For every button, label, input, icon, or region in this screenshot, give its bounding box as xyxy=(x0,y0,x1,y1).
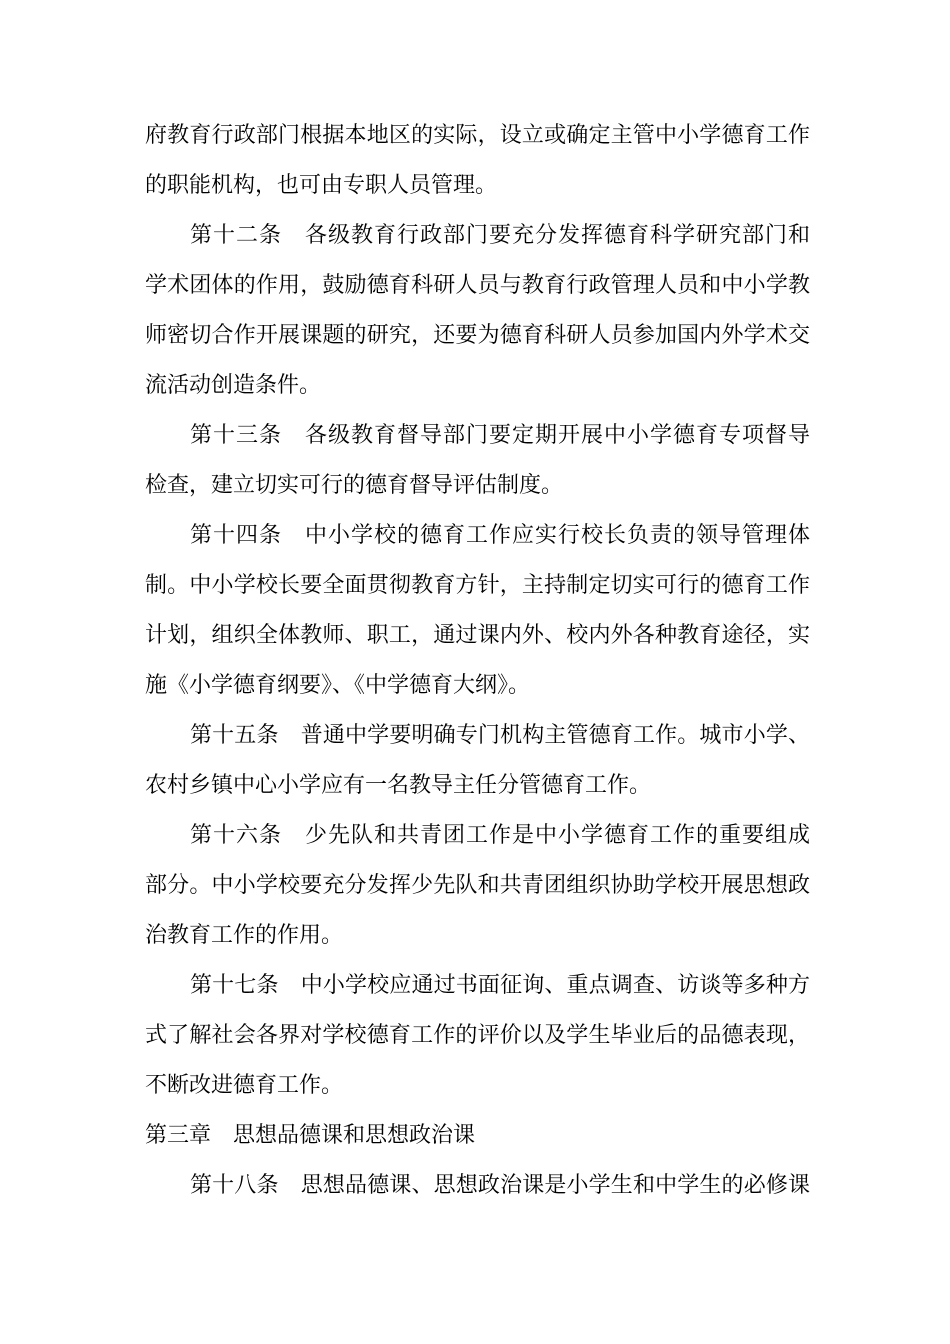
paragraph-line: 制。中小学校长要全面贯彻教育方针，主持制定切实可行的德育工作 xyxy=(145,573,810,598)
paragraph-line: 不断改进德育工作。 xyxy=(145,1073,344,1098)
article-15-line: 第十五条 普通中学要明确专门机构主管德育工作。城市小学、 xyxy=(190,723,810,748)
paragraph-line: 治教育工作的作用。 xyxy=(145,923,344,948)
paragraph-line: 部分。中小学校要充分发挥少先队和共青团组织协助学校开展思想政 xyxy=(145,873,810,898)
article-13-line: 第十三条 各级教育督导部门要定期开展中小学德育专项督导 xyxy=(190,423,810,448)
paragraph-line: 施《小学德育纲要》、《中学德育大纲》。 xyxy=(145,673,531,698)
article-18-line: 第十八条 思想品德课、思想政治课是小学生和中学生的必修课 xyxy=(190,1173,810,1198)
article-14-line: 第十四条 中小学校的德育工作应实行校长负责的领导管理体 xyxy=(190,523,810,548)
chapter-heading: 第三章 思想品德课和思想政治课 xyxy=(145,1123,476,1148)
article-12-line: 第十二条 各级教育行政部门要充分发挥德育科学研究部门和 xyxy=(190,223,810,248)
paragraph-line: 式了解社会各界对学校德育工作的评价以及学生毕业后的品德表现， xyxy=(145,1023,810,1048)
paragraph-line: 的职能机构，也可由专职人员管理。 xyxy=(145,173,498,198)
article-17-line: 第十七条 中小学校应通过书面征询、重点调查、访谈等多种方 xyxy=(190,973,810,998)
paragraph-line: 农村乡镇中心小学应有一名教导主任分管德育工作。 xyxy=(145,773,652,798)
paragraph-line: 检查，建立切实可行的德育督导评估制度。 xyxy=(145,473,564,498)
article-16-line: 第十六条 少先队和共青团工作是中小学德育工作的重要组成 xyxy=(190,823,810,848)
paragraph-line: 学术团体的作用，鼓励德育科研人员与教育行政管理人员和中小学教 xyxy=(145,273,810,298)
paragraph-line: 计划，组织全体教师、职工，通过课内外、校内外各种教育途径，实 xyxy=(145,623,810,648)
paragraph-line: 师密切合作开展课题的研究，还要为德育科研人员参加国内外学术交 xyxy=(145,323,810,348)
paragraph-line: 府教育行政部门根据本地区的实际，设立或确定主管中小学德育工作 xyxy=(145,123,810,148)
paragraph-line: 流活动创造条件。 xyxy=(145,373,322,398)
